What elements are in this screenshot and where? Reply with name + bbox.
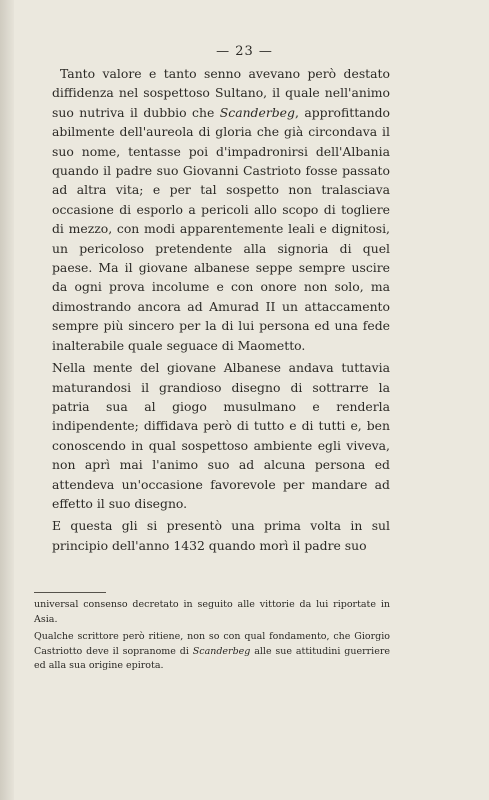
paragraph-3: E questa gli si presentò una prima volta in sul principio dell'anno 1432 quando morì il padre suo [52, 518, 390, 553]
page-binding-shadow [0, 0, 14, 800]
footnote-note-text-a: Qualche scrittore però ritiene, non so con qual fondamento, che Giorgio Castriotto deve il sopranome di [34, 631, 390, 657]
footnote-note [34, 630, 390, 674]
paragraph-1 [52, 64, 390, 355]
footnote-note-text-b: alle sue attitudini guerriere ed alla sua origine epirota. [34, 645, 390, 671]
paragraph-1-text-b: , approfittando abilmente dell'aureola di gloria che già circondava il suo nome, tentasse poi d'impadronirsi dell'Albania quando il padre suo Giovanni Castrioto fosse passato ad altra vita; e per tal sospetto non tralasciava occasione di esporlo a pericoli allo scopo di togliere di mezzo, con modi apparentemente leali e dignitosi, un pericoloso pretendente alla signoria di quel paese. Ma il giovane albanese seppe sempre uscire da ogni prova incolume e con onore non solo, ma dimostrando ancora ad Amurad II un attaccamento sempre più sincero per la di lui persona ed una fede inalterabile quale seguace di Maometto. [52, 104, 390, 353]
footnotes [34, 598, 390, 674]
footnote-separator [34, 592, 106, 593]
paragraph-1-italic-name: Scanderbeg [219, 104, 295, 120]
main-text [52, 64, 390, 555]
paragraph-2: Nella mente del giovane Albanese andava tuttavia maturandosi il grandioso disegno di sottrarre la patria sua al giogo musulmano e renderla indipendente; diffidava però di tutto e di tutti e, ben conoscendo in qual sospettoso ambiente egli viveva, non aprì mai l'animo suo ad alcuna persona ed attendeva un'occasione favorevole per mandare ad effetto il suo disegno. [52, 360, 390, 511]
footnote-note-italic-name: Scanderbeg [192, 645, 251, 657]
page-number: — 23 — [216, 44, 273, 59]
paragraph-1-text-a: Tanto valore e tanto senno avevano però destato diffidenza nel sospettoso Sultano, il quale nell'animo suo nutriva il dubbio che [52, 66, 390, 120]
footnote-continuation: universal consenso decretato in seguito alle vittorie da lui riportate in Asia. [34, 599, 390, 625]
